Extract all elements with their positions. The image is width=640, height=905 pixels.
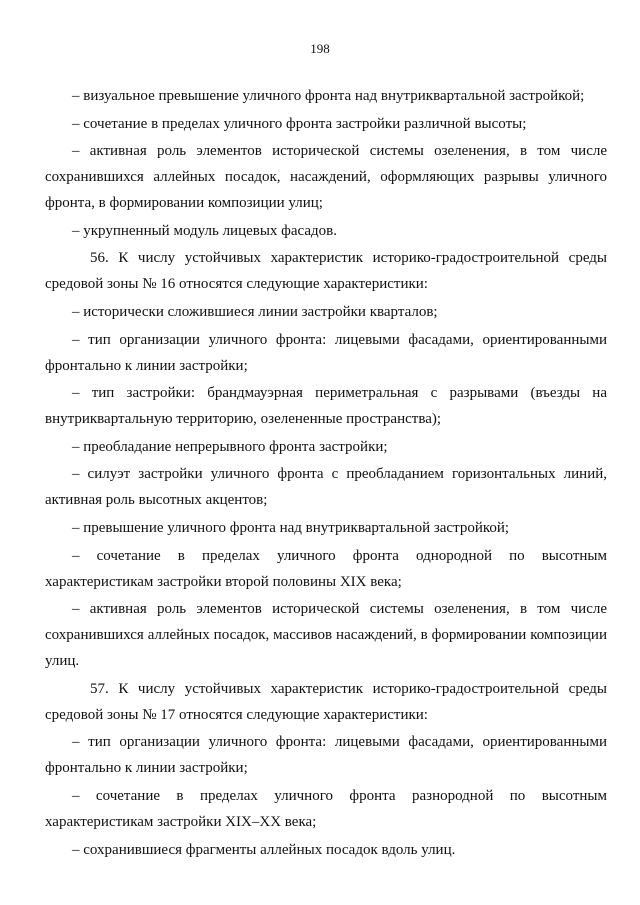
numbered-paragraph: 56. К числу устойчивых характеристик историко-градостроительной среды средовой зоны № 16 относятся следующие характеристики:	[45, 250, 607, 293]
numbered-paragraph: 57. К числу устойчивых характеристик историко-градостроительной среды средовой зоны № 17 относятся следующие характеристики:	[45, 680, 607, 723]
paragraph: – исторически сложившиеся линии застройки кварталов;	[72, 303, 438, 320]
paragraph: – сочетание в пределах уличного фронта разнородной по высотным характеристикам застройки XIX–XX века;	[45, 787, 607, 830]
paragraph: – тип застройки: брандмауэрная периметральная с разрывами (въезды на внутриквартальную территорию, озелененные пространства);	[45, 385, 607, 428]
paragraph: – тип организации уличного фронта: лицевыми фасадами, ориентированными фронтально к линии застройки;	[45, 734, 607, 777]
paragraph: – сочетание в пределах уличного фронта застройки различной высоты;	[72, 115, 527, 132]
paragraph: – преобладание непрерывного фронта застройки;	[72, 438, 388, 455]
paragraph: – активная роль элементов исторической системы озеленения, в том числе сохранившихся аллейных посадок, насаждений, оформляющих разрывы уличного фронта, в формировании композиции улиц;	[45, 143, 607, 212]
paragraph: – сочетание в пределах уличного фронта однородной по высотным характеристикам застройки второй половины XIX века;	[45, 547, 607, 590]
paragraph: – визуальное превышение уличного фронта над внутриквартальной застройкой;	[72, 88, 585, 104]
paragraph: – тип организации уличного фронта: лицевыми фасадами, ориентированными фронтально к линии застройки;	[45, 331, 607, 374]
paragraph: – превышение уличного фронта над внутриквартальной застройкой;	[72, 519, 510, 536]
paragraph: – активная роль элементов исторической системы озеленения, в том числе сохранившихся аллейных посадок, массивов насаждений, в формировании композиции улиц.	[45, 601, 607, 670]
page-number: 198	[310, 41, 330, 56]
paragraph: – силуэт застройки уличного фронта с преобладанием горизонтальных линий, активная роль высотных акцентов;	[45, 466, 607, 509]
paragraph: – укрупненный модуль лицевых фасадов.	[72, 222, 338, 239]
document-body	[45, 83, 607, 864]
paragraph: – сохранившиеся фрагменты аллейных посадок вдоль улиц.	[72, 841, 456, 858]
